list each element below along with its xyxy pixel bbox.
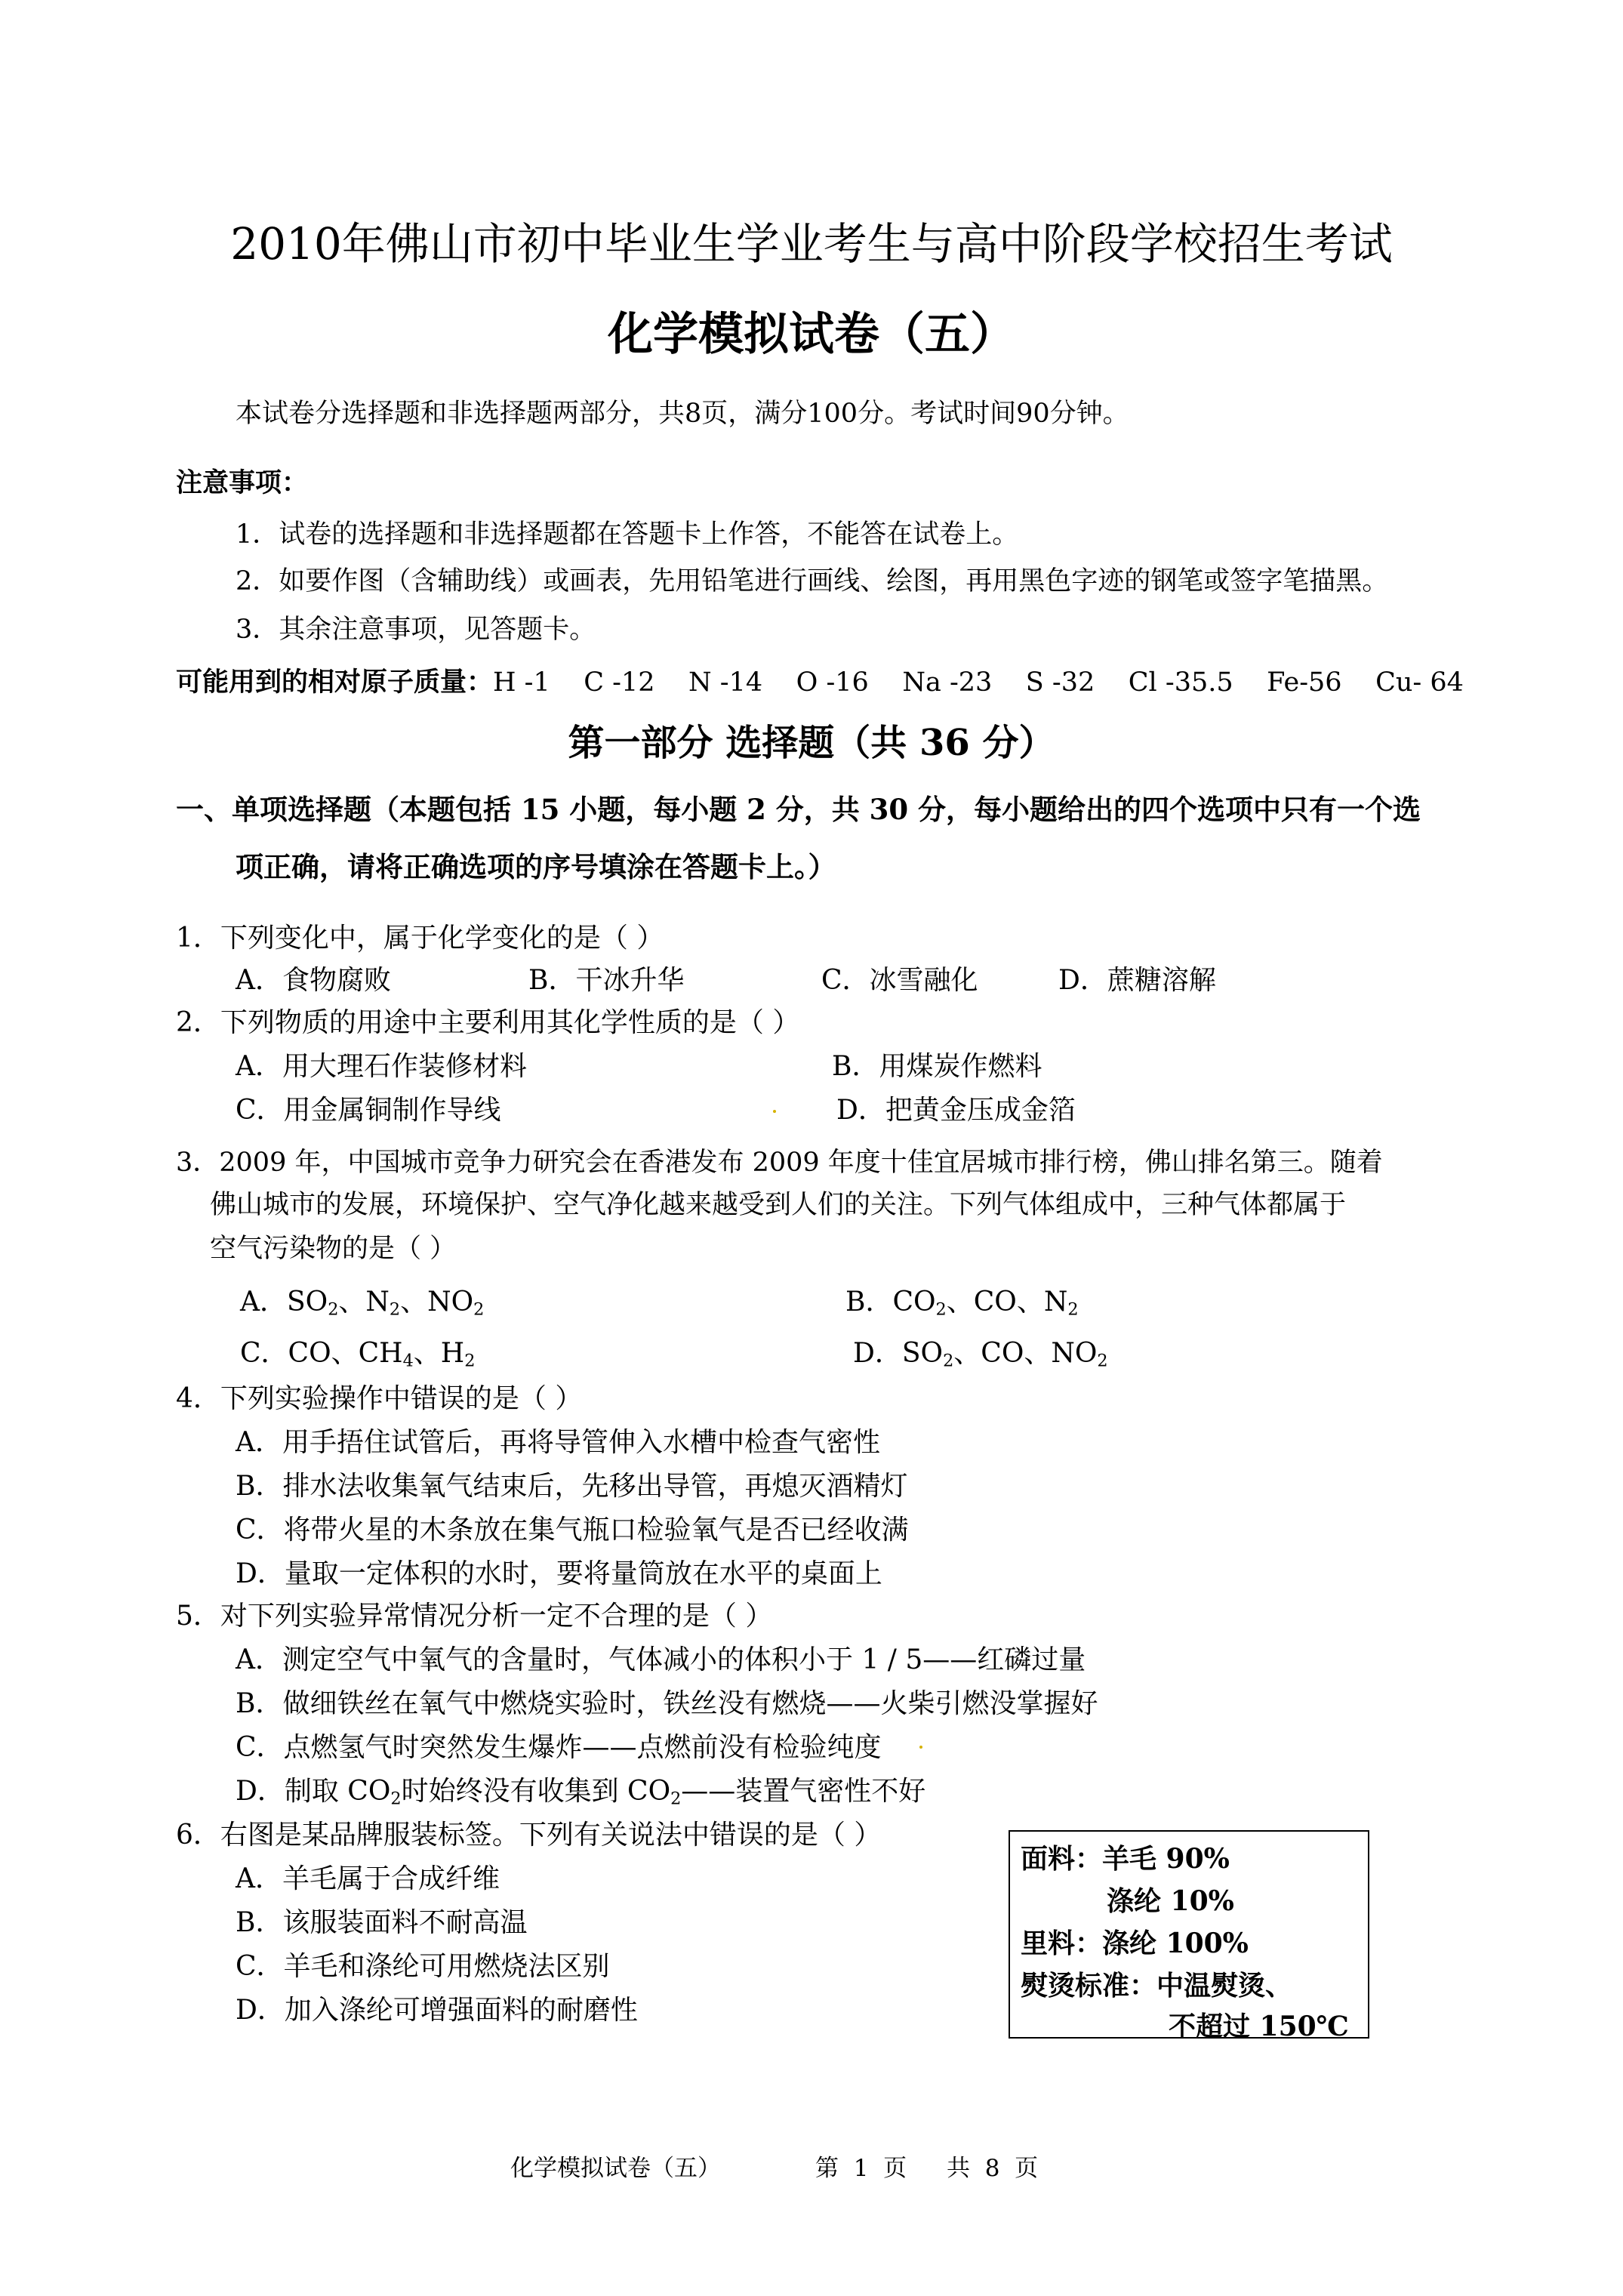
formula: CO bbox=[973, 1287, 1017, 1318]
question-3-line3: 空气污染物的是（ ） bbox=[210, 1234, 457, 1264]
subscript: 2 bbox=[943, 1351, 954, 1371]
question-4-option-b: B．排水法收集氧气结束后，先移出导管，再熄灭酒精灯 bbox=[236, 1471, 908, 1502]
subscript: 2 bbox=[389, 1299, 401, 1320]
formula: NO bbox=[1051, 1338, 1098, 1369]
question-6-stem: 6．右图是某品牌服装标签。下列有关说法中错误的是（ ） bbox=[176, 1820, 882, 1851]
question-1-option-b: B．干冰升华 bbox=[528, 965, 685, 996]
label-line-lining: 里料：涤纶 100% bbox=[1021, 1928, 1249, 1959]
formula: N bbox=[365, 1287, 390, 1318]
question-4-stem: 4．下列实验操作中错误的是（ ） bbox=[176, 1383, 583, 1414]
subscript: 2 bbox=[670, 1789, 682, 1809]
footer-page-number: 第 1 页 bbox=[815, 2155, 907, 2182]
question-2-option-a: A．用大理石作装修材料 bbox=[236, 1051, 527, 1082]
atomic-masses bbox=[176, 661, 1464, 699]
option-label: C． bbox=[240, 1338, 288, 1369]
question-1-option-d: D．蔗糖溶解 bbox=[1058, 965, 1216, 996]
question-4-option-d: D．量取一定体积的水时，要将量筒放在水平的桌面上 bbox=[236, 1558, 882, 1589]
option-text: ——装置气密性不好 bbox=[681, 1776, 926, 1807]
subscript: 2 bbox=[935, 1299, 947, 1320]
question-6-option-a: A．羊毛属于合成纤维 bbox=[236, 1863, 500, 1894]
subscript: 2 bbox=[464, 1351, 476, 1371]
question-4-option-a: A．用手捂住试管后，再将导管伸入水槽中检查气密性 bbox=[236, 1427, 880, 1458]
question-4-option-c: C．将带火星的木条放在集气瓶口检验氧气是否已经收满 bbox=[236, 1515, 909, 1546]
option-label: D． bbox=[853, 1338, 902, 1369]
separator: 、 bbox=[331, 1338, 359, 1369]
footer-total-pages: 共 8 页 bbox=[947, 2155, 1039, 2182]
notice-item-2: 2．如要作图（含辅助线）或画表，先用铅笔进行画线、绘图，再用黑色字迹的钢笔或签字笔描黑。 bbox=[236, 566, 1389, 596]
subscript: 4 bbox=[402, 1351, 414, 1371]
question-6-option-b: B．该服装面料不耐高温 bbox=[236, 1907, 528, 1938]
separator: 、 bbox=[1024, 1338, 1052, 1369]
clothing-label bbox=[1009, 1830, 1369, 2042]
question-1-option-a: A．食物腐败 bbox=[236, 965, 391, 996]
footer-doc-name: 化学模拟试卷（五） bbox=[510, 2155, 721, 2182]
section1-line1: 一、单项选择题（本题包括 15 小题，每小题 2 分，共 30 分，每小题给出的四个选项中只有一个选 bbox=[176, 793, 1421, 826]
label-line-fabric: 面料：羊毛 90% bbox=[1021, 1843, 1230, 1875]
question-6-option-d: D．加入涤纶可增强面料的耐磨性 bbox=[236, 1995, 638, 2026]
option-label: A． bbox=[240, 1287, 287, 1318]
notice-heading: 注意事项： bbox=[176, 467, 309, 498]
atomic-masses-values: H -1 C -12 N -14 O -16 Na -23 S -32 Cl -35.5 Fe-56 Cu- 64 bbox=[493, 667, 1464, 698]
option-label: B． bbox=[845, 1287, 893, 1318]
question-5-stem: 5．对下列实验异常情况分析一定不合理的是（ ） bbox=[176, 1601, 773, 1632]
exam-subtitle: 化学模拟试卷（五） bbox=[608, 308, 1015, 361]
formula: N bbox=[1043, 1287, 1068, 1318]
formula: CO bbox=[288, 1338, 331, 1369]
subscript: 2 bbox=[1097, 1351, 1108, 1371]
question-2-option-d: D．把黄金压成金箔 bbox=[836, 1095, 1076, 1126]
separator: 、 bbox=[413, 1338, 441, 1369]
atomic-masses-label: 可能用到的相对原子质量： bbox=[176, 667, 494, 698]
label-line-polyester: 涤纶 10% bbox=[1107, 1885, 1234, 1917]
question-1-option-c: C．冰雪融化 bbox=[821, 965, 978, 996]
separator: 、 bbox=[400, 1287, 428, 1318]
option-text: D．制取 CO bbox=[236, 1776, 391, 1807]
question-5-option-b: B．做细铁丝在氧气中燃烧实验时，铁丝没有燃烧——火柴引燃没掌握好 bbox=[236, 1688, 1098, 1719]
question-2-stem: 2．下列物质的用途中主要利用其化学性质的是（ ） bbox=[176, 1007, 800, 1038]
question-3-option-c bbox=[240, 1332, 475, 1371]
question-5-option-c: C．点燃氢气时突然发生爆炸——点燃前没有检验纯度 bbox=[236, 1732, 882, 1763]
formula: CO bbox=[892, 1287, 936, 1318]
separator: 、 bbox=[1016, 1287, 1044, 1318]
formula: CH bbox=[358, 1338, 403, 1369]
question-5-option-d bbox=[236, 1770, 925, 1809]
question-5-option-a: A．测定空气中氧气的含量时，气体减小的体积小于 1 / 5——红磷过量 bbox=[236, 1644, 1086, 1675]
question-1-stem: 1．下列变化中，属于化学变化的是（ ） bbox=[176, 923, 664, 954]
formula: SO bbox=[901, 1338, 944, 1369]
question-3-option-d bbox=[853, 1332, 1108, 1371]
formula: H bbox=[440, 1338, 465, 1369]
question-6-option-c: C．羊毛和涤纶可用燃烧法区别 bbox=[236, 1951, 610, 1982]
stray-dot bbox=[773, 1110, 776, 1113]
intro-text: 本试卷分选择题和非选择题两部分，共8页，满分100分。考试时间90分钟。 bbox=[236, 399, 1129, 429]
subscript: 2 bbox=[473, 1299, 485, 1320]
subscript: 2 bbox=[328, 1299, 339, 1320]
subscript: 2 bbox=[1067, 1299, 1079, 1320]
section1-line2: 项正确，请将正确选项的序号填涂在答题卡上。） bbox=[236, 850, 836, 883]
question-2-option-c: C．用金属铜制作导线 bbox=[236, 1095, 501, 1126]
label-line-ironing: 熨烫标准：中温熨烫、 bbox=[1021, 1970, 1293, 2002]
label-line-temperature: 不超过 150℃ bbox=[1169, 2011, 1349, 2042]
question-3-line2: 佛山城市的发展，环境保护、空气净化越来越受到人们的关注。下列气体组成中，三种气体都属于 bbox=[210, 1190, 1347, 1220]
formula: CO bbox=[981, 1338, 1024, 1369]
stray-dot bbox=[919, 1746, 922, 1749]
part1-title: 第一部分 选择题（共 36 分） bbox=[568, 722, 1055, 764]
question-3-option-b bbox=[845, 1281, 1079, 1320]
exam-title: 2010年佛山市初中毕业生学业考生与高中阶段学校招生考试 bbox=[230, 218, 1393, 270]
question-3-option-a bbox=[240, 1281, 484, 1320]
formula: NO bbox=[427, 1287, 474, 1318]
question-2-option-b: B．用煤炭作燃料 bbox=[832, 1051, 1042, 1082]
subscript: 2 bbox=[390, 1789, 402, 1809]
separator: 、 bbox=[338, 1287, 366, 1318]
question-3-line1: 3．2009 年，中国城市竞争力研究会在香港发布 2009 年度十佳宜居城市排行榜，佛山排名第三。随着 bbox=[176, 1148, 1383, 1178]
separator: 、 bbox=[953, 1338, 981, 1369]
option-text: 时始终没有收集到 CO bbox=[401, 1776, 671, 1807]
separator: 、 bbox=[946, 1287, 974, 1318]
notice-item-1: 1．试卷的选择题和非选择题都在答题卡上作答，不能答在试卷上。 bbox=[236, 519, 1019, 550]
notice-item-3: 3．其余注意事项，见答题卡。 bbox=[236, 615, 596, 645]
formula: SO bbox=[287, 1287, 328, 1318]
